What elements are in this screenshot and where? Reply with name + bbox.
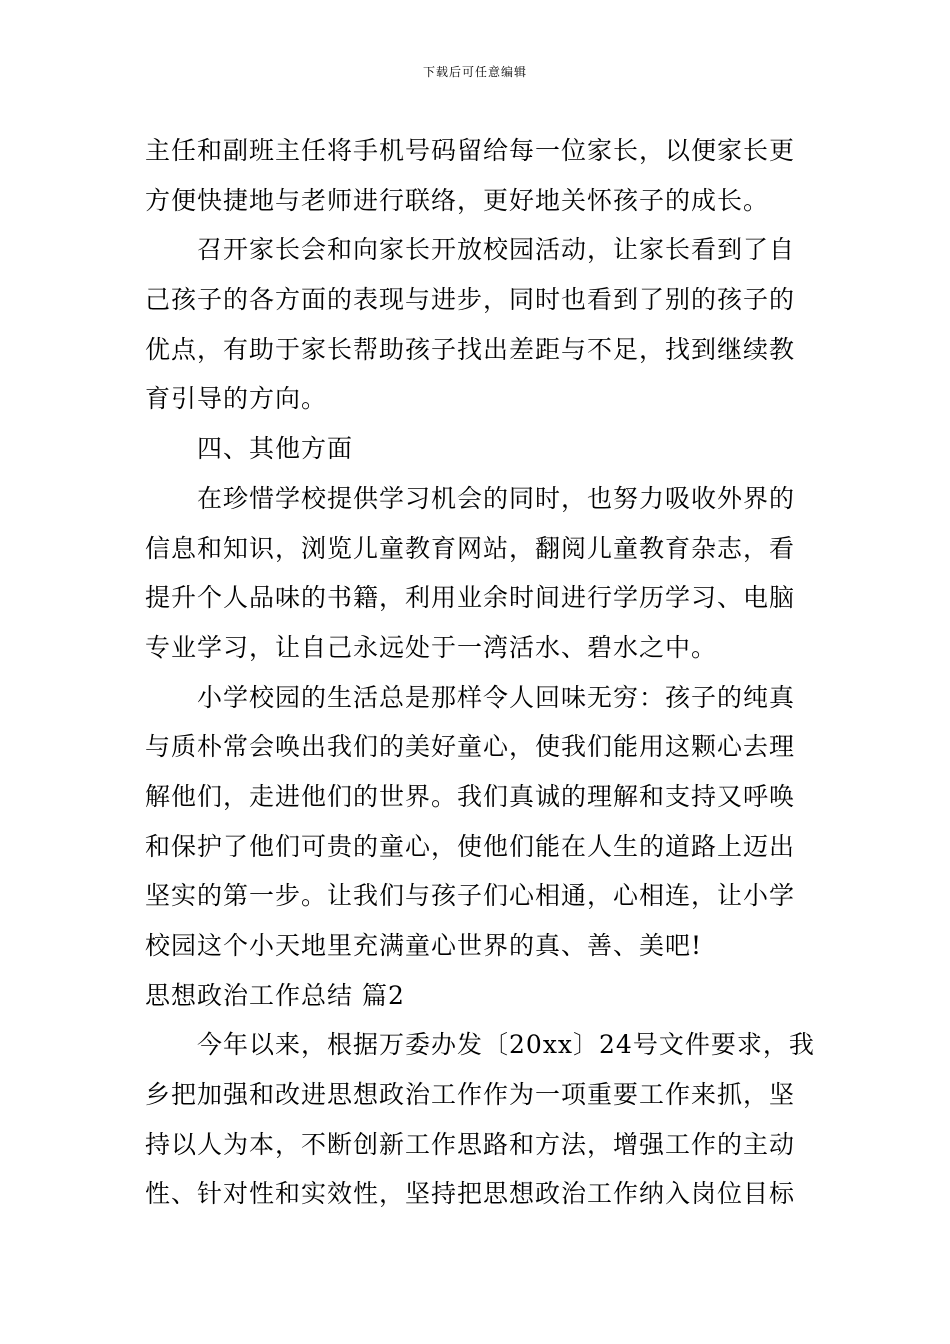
- text-line: 方便快捷地与老师进行联络，更好地关怀孩子的成长。: [145, 185, 770, 215]
- text-line: 专业学习，让自己永远处于一湾活水、碧水之中。: [145, 632, 718, 662]
- text-line: 与质朴常会唤出我们的美好童心，使我们能用这颗心去理: [145, 732, 796, 762]
- text-line: 四、其他方面: [197, 434, 354, 464]
- text-line: 在珍惜学校提供学习机会的同时，也努力吸收外界的: [197, 483, 796, 513]
- text-line: 今年以来，根据万委办发〔20xx〕24号文件要求，我: [197, 1030, 815, 1060]
- text-line: 优点，有助于家长帮助孩子找出差距与不足，找到继续教: [145, 334, 796, 364]
- text-line: 持以人为本，不断创新工作思路和方法，增强工作的主动: [145, 1129, 796, 1159]
- document-body: [145, 126, 815, 1219]
- text-line: 信息和知识，浏览儿童教育网站，翻阅儿童教育杂志，看: [145, 533, 796, 563]
- text-line: 性、针对性和实效性，坚持把思想政治工作纳入岗位目标: [145, 1179, 796, 1209]
- page-header: 下载后可任意编辑: [422, 65, 527, 79]
- text-line: 召开家长会和向家长开放校园活动，让家长看到了自: [197, 235, 796, 265]
- text-line: 己孩子的各方面的表现与进步，同时也看到了别的孩子的: [145, 285, 796, 315]
- text-line: 主任和副班主任将手机号码留给每一位家长，以便家长更: [145, 136, 796, 165]
- text-line: 思想政治工作总结 篇2: [145, 980, 405, 1010]
- text-line: 和保护了他们可贵的童心，使他们能在人生的道路上迈出: [145, 831, 796, 861]
- text-line: 校园这个小天地里充满童心世界的真、善、美吧!: [145, 931, 703, 960]
- text-line: 育引导的方向。: [145, 384, 328, 414]
- text-line: 乡把加强和改进思想政治工作作为一项重要工作来抓，坚: [145, 1080, 796, 1110]
- text-line: 坚实的第一步。让我们与孩子们心相通，心相连，让小学: [145, 881, 796, 911]
- text-line: 解他们，走进他们的世界。我们真诚的理解和支持又呼唤: [145, 781, 796, 811]
- text-line: 提升个人品味的书籍，利用业余时间进行学历学习、电脑: [145, 583, 796, 613]
- text-line: 小学校园的生活总是那样令人回味无穷：孩子的纯真: [197, 682, 796, 712]
